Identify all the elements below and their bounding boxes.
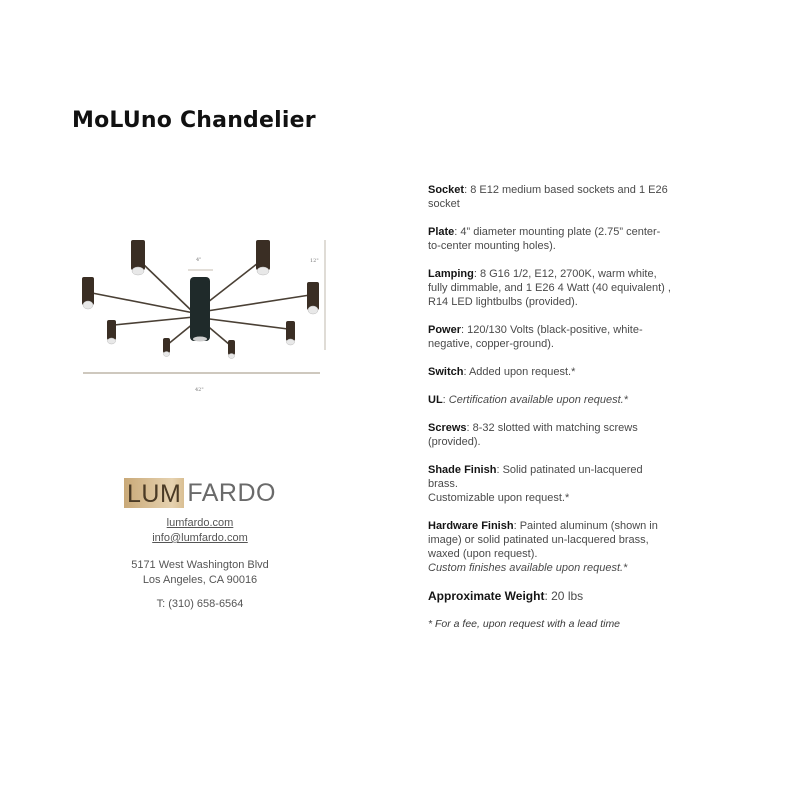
spec-lamping: Lamping: 8 G16 1/2, E12, 2700K, warm white, fully dimmable, and 1 E26 4 Watt (40 equivalent) , R14 LED lightbulbs (provided). xyxy=(428,268,671,308)
spec-ul: UL: Certification available upon request.* xyxy=(428,394,628,406)
width-dimension-label: 42" xyxy=(195,387,204,393)
website-link[interactable]: lumfardo.com xyxy=(166,517,234,529)
spec-hardware-finish: Hardware Finish: Painted aluminum (shown in image) or solid patinated un-lacquered brass, waxed (upon request). Custom finishes available upon request.* xyxy=(428,520,658,574)
phone-number: T: (310) 658-6564 xyxy=(156,598,244,610)
spec-screws: Screws: 8-32 slotted with matching screws (provided). xyxy=(428,422,638,448)
spec-switch: Switch: Added upon request.* xyxy=(428,366,576,378)
spec-power: Power: 120/130 Volts (black-positive, white-negative, copper-ground). xyxy=(428,324,643,350)
page-title: MoLUno Chandelier xyxy=(72,108,316,133)
chandelier-image xyxy=(70,225,340,400)
spec-plate: Plate: 4” diameter mounting plate (2.75” center-to-center mounting holes). xyxy=(428,226,661,252)
footnote: * For a fee, upon request with a lead time xyxy=(428,618,621,630)
canopy-dimension-label: 4" xyxy=(196,257,202,263)
brand-block xyxy=(110,478,290,612)
email-link[interactable]: info@lumfardo.com xyxy=(152,532,248,544)
chandelier-diagram xyxy=(70,225,340,400)
height-dimension-label: 12" xyxy=(310,258,319,264)
spec-shade-finish: Shade Finish: Solid patinated un-lacquered brass. Customizable upon request.* xyxy=(428,464,643,504)
spec-weight: Approximate Weight: 20 lbs xyxy=(428,589,584,603)
spec-list xyxy=(428,183,673,631)
address-line-1: 5171 West Washington Blvd xyxy=(131,559,269,571)
address-line-2: Los Angeles, CA 90016 xyxy=(142,574,258,586)
lumfardo-logo: LUM FARDO xyxy=(124,478,276,508)
spec-socket: Socket: 8 E12 medium based sockets and 1 E26 socket xyxy=(428,184,668,210)
